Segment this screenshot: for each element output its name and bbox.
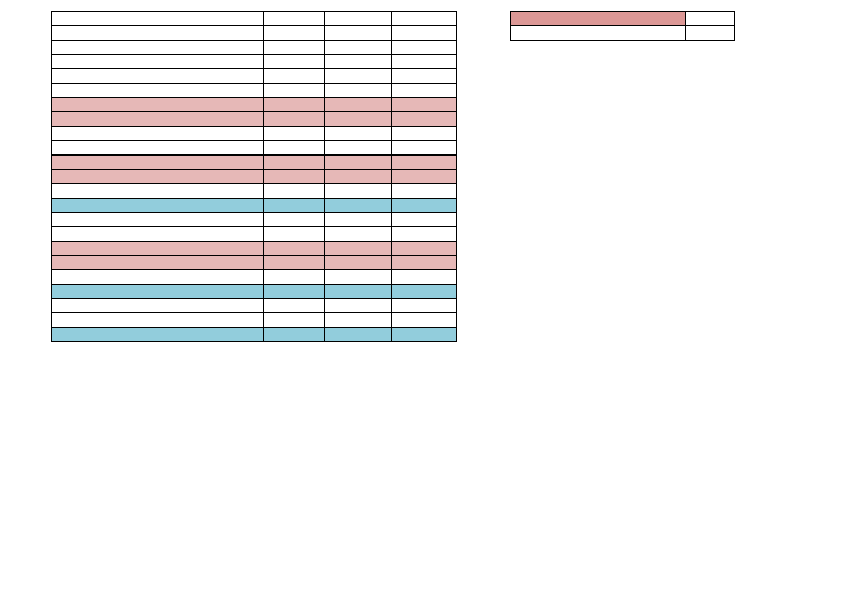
row-label[interactable]	[51, 40, 264, 55]
row-label[interactable]	[51, 284, 264, 299]
row-label[interactable]	[51, 155, 264, 170]
value-cell[interactable]	[391, 269, 457, 284]
row-label[interactable]	[51, 327, 264, 342]
row-label[interactable]	[51, 298, 264, 313]
right-label[interactable]	[510, 25, 686, 40]
right-label[interactable]	[510, 11, 686, 26]
value-cell[interactable]	[263, 140, 325, 155]
side-note	[457, 68, 510, 82]
value-cell[interactable]	[391, 212, 457, 227]
value-cell[interactable]	[324, 25, 392, 40]
value-cell[interactable]	[324, 169, 392, 184]
value-cell[interactable]	[324, 97, 392, 112]
value-cell[interactable]	[263, 83, 325, 98]
value-cell[interactable]	[324, 40, 392, 55]
value-cell[interactable]	[263, 284, 325, 299]
value-cell[interactable]	[324, 126, 392, 141]
value-cell[interactable]	[324, 111, 392, 126]
value-cell[interactable]	[391, 241, 457, 256]
value-cell[interactable]	[391, 155, 457, 170]
value-cell[interactable]	[391, 97, 457, 112]
row-label[interactable]	[51, 169, 264, 184]
side-note	[457, 25, 510, 39]
row-label[interactable]	[51, 97, 264, 112]
value-cell[interactable]	[324, 183, 392, 198]
value-cell[interactable]	[324, 327, 392, 342]
side-note	[457, 269, 510, 283]
value-cell[interactable]	[324, 54, 392, 69]
value-cell[interactable]	[263, 312, 325, 327]
value-cell[interactable]	[263, 241, 325, 256]
value-cell[interactable]	[391, 183, 457, 198]
value-cell[interactable]	[263, 40, 325, 55]
row-label[interactable]	[51, 140, 264, 155]
value-cell[interactable]	[324, 241, 392, 256]
value-cell[interactable]	[391, 255, 457, 270]
row-label[interactable]	[51, 226, 264, 241]
value-cell[interactable]	[263, 68, 325, 83]
row-label[interactable]	[51, 111, 264, 126]
value-cell[interactable]	[263, 155, 325, 170]
row-label[interactable]	[51, 255, 264, 270]
value-cell[interactable]	[263, 298, 325, 313]
value-cell[interactable]	[324, 255, 392, 270]
value-cell[interactable]	[391, 83, 457, 98]
value-cell[interactable]	[391, 284, 457, 299]
value-cell[interactable]	[324, 269, 392, 284]
value-cell[interactable]	[391, 68, 457, 83]
value-cell[interactable]	[263, 183, 325, 198]
value-cell[interactable]	[324, 312, 392, 327]
value-cell[interactable]	[391, 25, 457, 40]
value-cell[interactable]	[263, 255, 325, 270]
side-note	[457, 212, 510, 226]
value-cell[interactable]	[324, 284, 392, 299]
value-cell[interactable]	[391, 54, 457, 69]
value-cell[interactable]	[263, 11, 325, 26]
value-cell[interactable]	[391, 169, 457, 184]
value-cell[interactable]	[324, 298, 392, 313]
value-cell[interactable]	[263, 111, 325, 126]
row-label[interactable]	[51, 198, 264, 213]
row-label[interactable]	[51, 183, 264, 198]
value-cell[interactable]	[391, 40, 457, 55]
side-note	[457, 155, 510, 169]
row-label[interactable]	[51, 11, 264, 26]
value-cell[interactable]	[324, 11, 392, 26]
value-cell[interactable]	[263, 212, 325, 227]
right-value[interactable]	[685, 11, 735, 26]
value-cell[interactable]	[324, 198, 392, 213]
row-label[interactable]	[51, 241, 264, 256]
value-cell[interactable]	[391, 327, 457, 342]
row-label[interactable]	[51, 25, 264, 40]
value-cell[interactable]	[391, 126, 457, 141]
row-label[interactable]	[51, 54, 264, 69]
side-note	[457, 83, 510, 97]
value-cell[interactable]	[391, 140, 457, 155]
row-label[interactable]	[51, 212, 264, 227]
value-cell[interactable]	[263, 25, 325, 40]
value-cell[interactable]	[263, 169, 325, 184]
value-cell[interactable]	[391, 298, 457, 313]
value-cell[interactable]	[324, 226, 392, 241]
row-label[interactable]	[51, 83, 264, 98]
value-cell[interactable]	[391, 11, 457, 26]
row-label[interactable]	[51, 312, 264, 327]
value-cell[interactable]	[324, 83, 392, 98]
value-cell[interactable]	[391, 111, 457, 126]
value-cell[interactable]	[324, 155, 392, 170]
value-cell[interactable]	[324, 68, 392, 83]
row-label[interactable]	[51, 269, 264, 284]
value-cell[interactable]	[324, 140, 392, 155]
right-value[interactable]	[685, 25, 735, 40]
value-cell[interactable]	[263, 226, 325, 241]
value-cell[interactable]	[263, 198, 325, 213]
value-cell[interactable]	[263, 126, 325, 141]
value-cell[interactable]	[263, 269, 325, 284]
value-cell[interactable]	[391, 312, 457, 327]
row-label[interactable]	[51, 68, 264, 83]
value-cell[interactable]	[324, 212, 392, 227]
value-cell[interactable]	[263, 54, 325, 69]
value-cell[interactable]	[263, 97, 325, 112]
value-cell[interactable]	[391, 226, 457, 241]
value-cell[interactable]	[391, 198, 457, 213]
value-cell[interactable]	[263, 327, 325, 342]
row-label[interactable]	[51, 126, 264, 141]
